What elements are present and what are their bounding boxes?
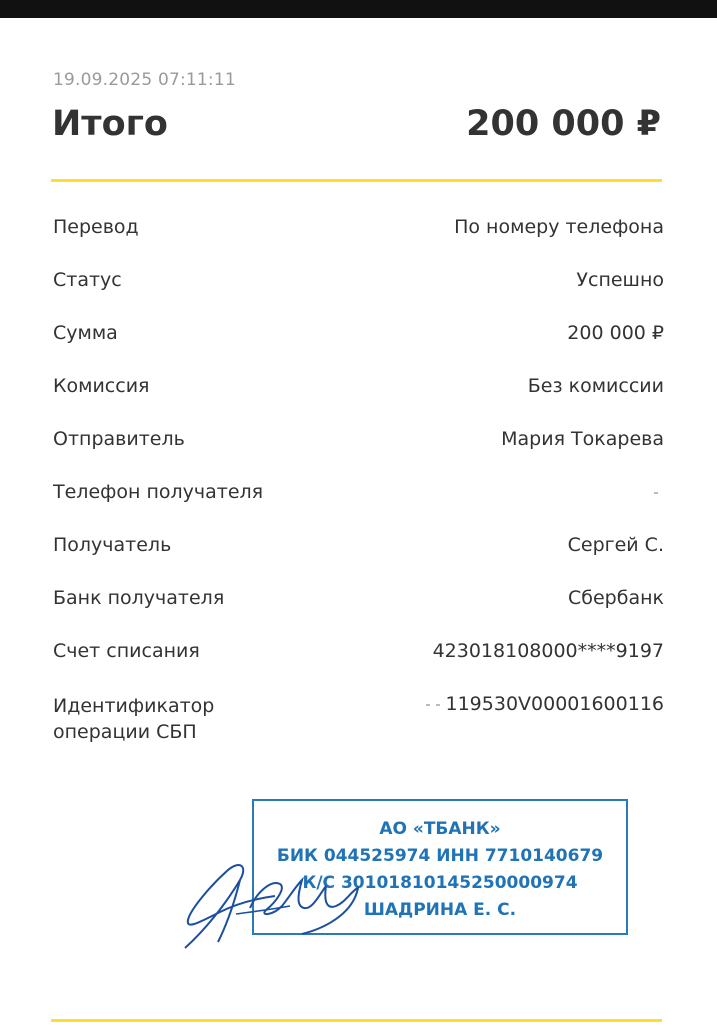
row-value: Сергей С. bbox=[567, 534, 664, 556]
row-label: Перевод bbox=[53, 216, 139, 238]
row-label: Банк получателя bbox=[53, 587, 225, 609]
row-label: Получатель bbox=[53, 534, 172, 556]
row-value-partial bbox=[426, 693, 665, 715]
row-recipient-phone bbox=[53, 477, 664, 530]
row-recipient bbox=[53, 530, 664, 583]
row-label: Идентификатор операции СБП bbox=[53, 695, 215, 743]
row-value: Успешно bbox=[576, 269, 664, 291]
redaction-mark bbox=[436, 704, 440, 706]
divider-bottom bbox=[51, 1019, 662, 1022]
row-label: Комиссия bbox=[53, 375, 150, 397]
row-label: Отправитель bbox=[53, 428, 185, 450]
redaction-mark bbox=[654, 492, 658, 494]
row-sender bbox=[53, 424, 664, 477]
receipt-details bbox=[53, 212, 664, 759]
top-bar bbox=[0, 0, 717, 18]
row-value: 423018108000****9197 bbox=[432, 640, 664, 662]
row-commission bbox=[53, 371, 664, 424]
row-amount bbox=[53, 318, 664, 371]
receipt-timestamp: 19.09.2025 07:11:11 bbox=[53, 70, 236, 90]
total-title: Итого bbox=[52, 104, 168, 144]
signature-icon bbox=[180, 850, 380, 955]
row-value: По номеру телефона bbox=[454, 216, 664, 238]
row-label: Статус bbox=[53, 269, 122, 291]
row-value: 200 000 ₽ bbox=[567, 322, 664, 344]
row-recipient-bank bbox=[53, 583, 664, 636]
row-value: Сбербанк bbox=[568, 587, 664, 609]
stamp-corr-account: К/С 30101810145250000974 bbox=[302, 873, 578, 893]
row-label: Телефон получателя bbox=[53, 481, 264, 503]
stamp-bank-name: АО «ТБАНК» bbox=[379, 819, 501, 839]
row-debit-account bbox=[53, 636, 664, 689]
divider-top bbox=[51, 179, 662, 182]
stamp-signer: ШАДРИНА Е. С. bbox=[363, 900, 517, 920]
total-amount: 200 000 ₽ bbox=[466, 104, 661, 144]
row-value: 119530V00001600116 bbox=[445, 693, 664, 715]
row-operation-id bbox=[53, 689, 664, 759]
row-label: Сумма bbox=[53, 322, 118, 344]
stamp-bik-inn: БИК 044525974 ИНН 7710140679 bbox=[276, 846, 604, 866]
row-transfer-type bbox=[53, 212, 664, 265]
row-value: Мария Токарева bbox=[501, 428, 664, 450]
row-status bbox=[53, 265, 664, 318]
row-value-redacted bbox=[654, 481, 664, 503]
row-value: Без комиссии bbox=[527, 375, 664, 397]
redaction-mark bbox=[426, 704, 430, 706]
row-label: Счет списания bbox=[53, 640, 200, 662]
